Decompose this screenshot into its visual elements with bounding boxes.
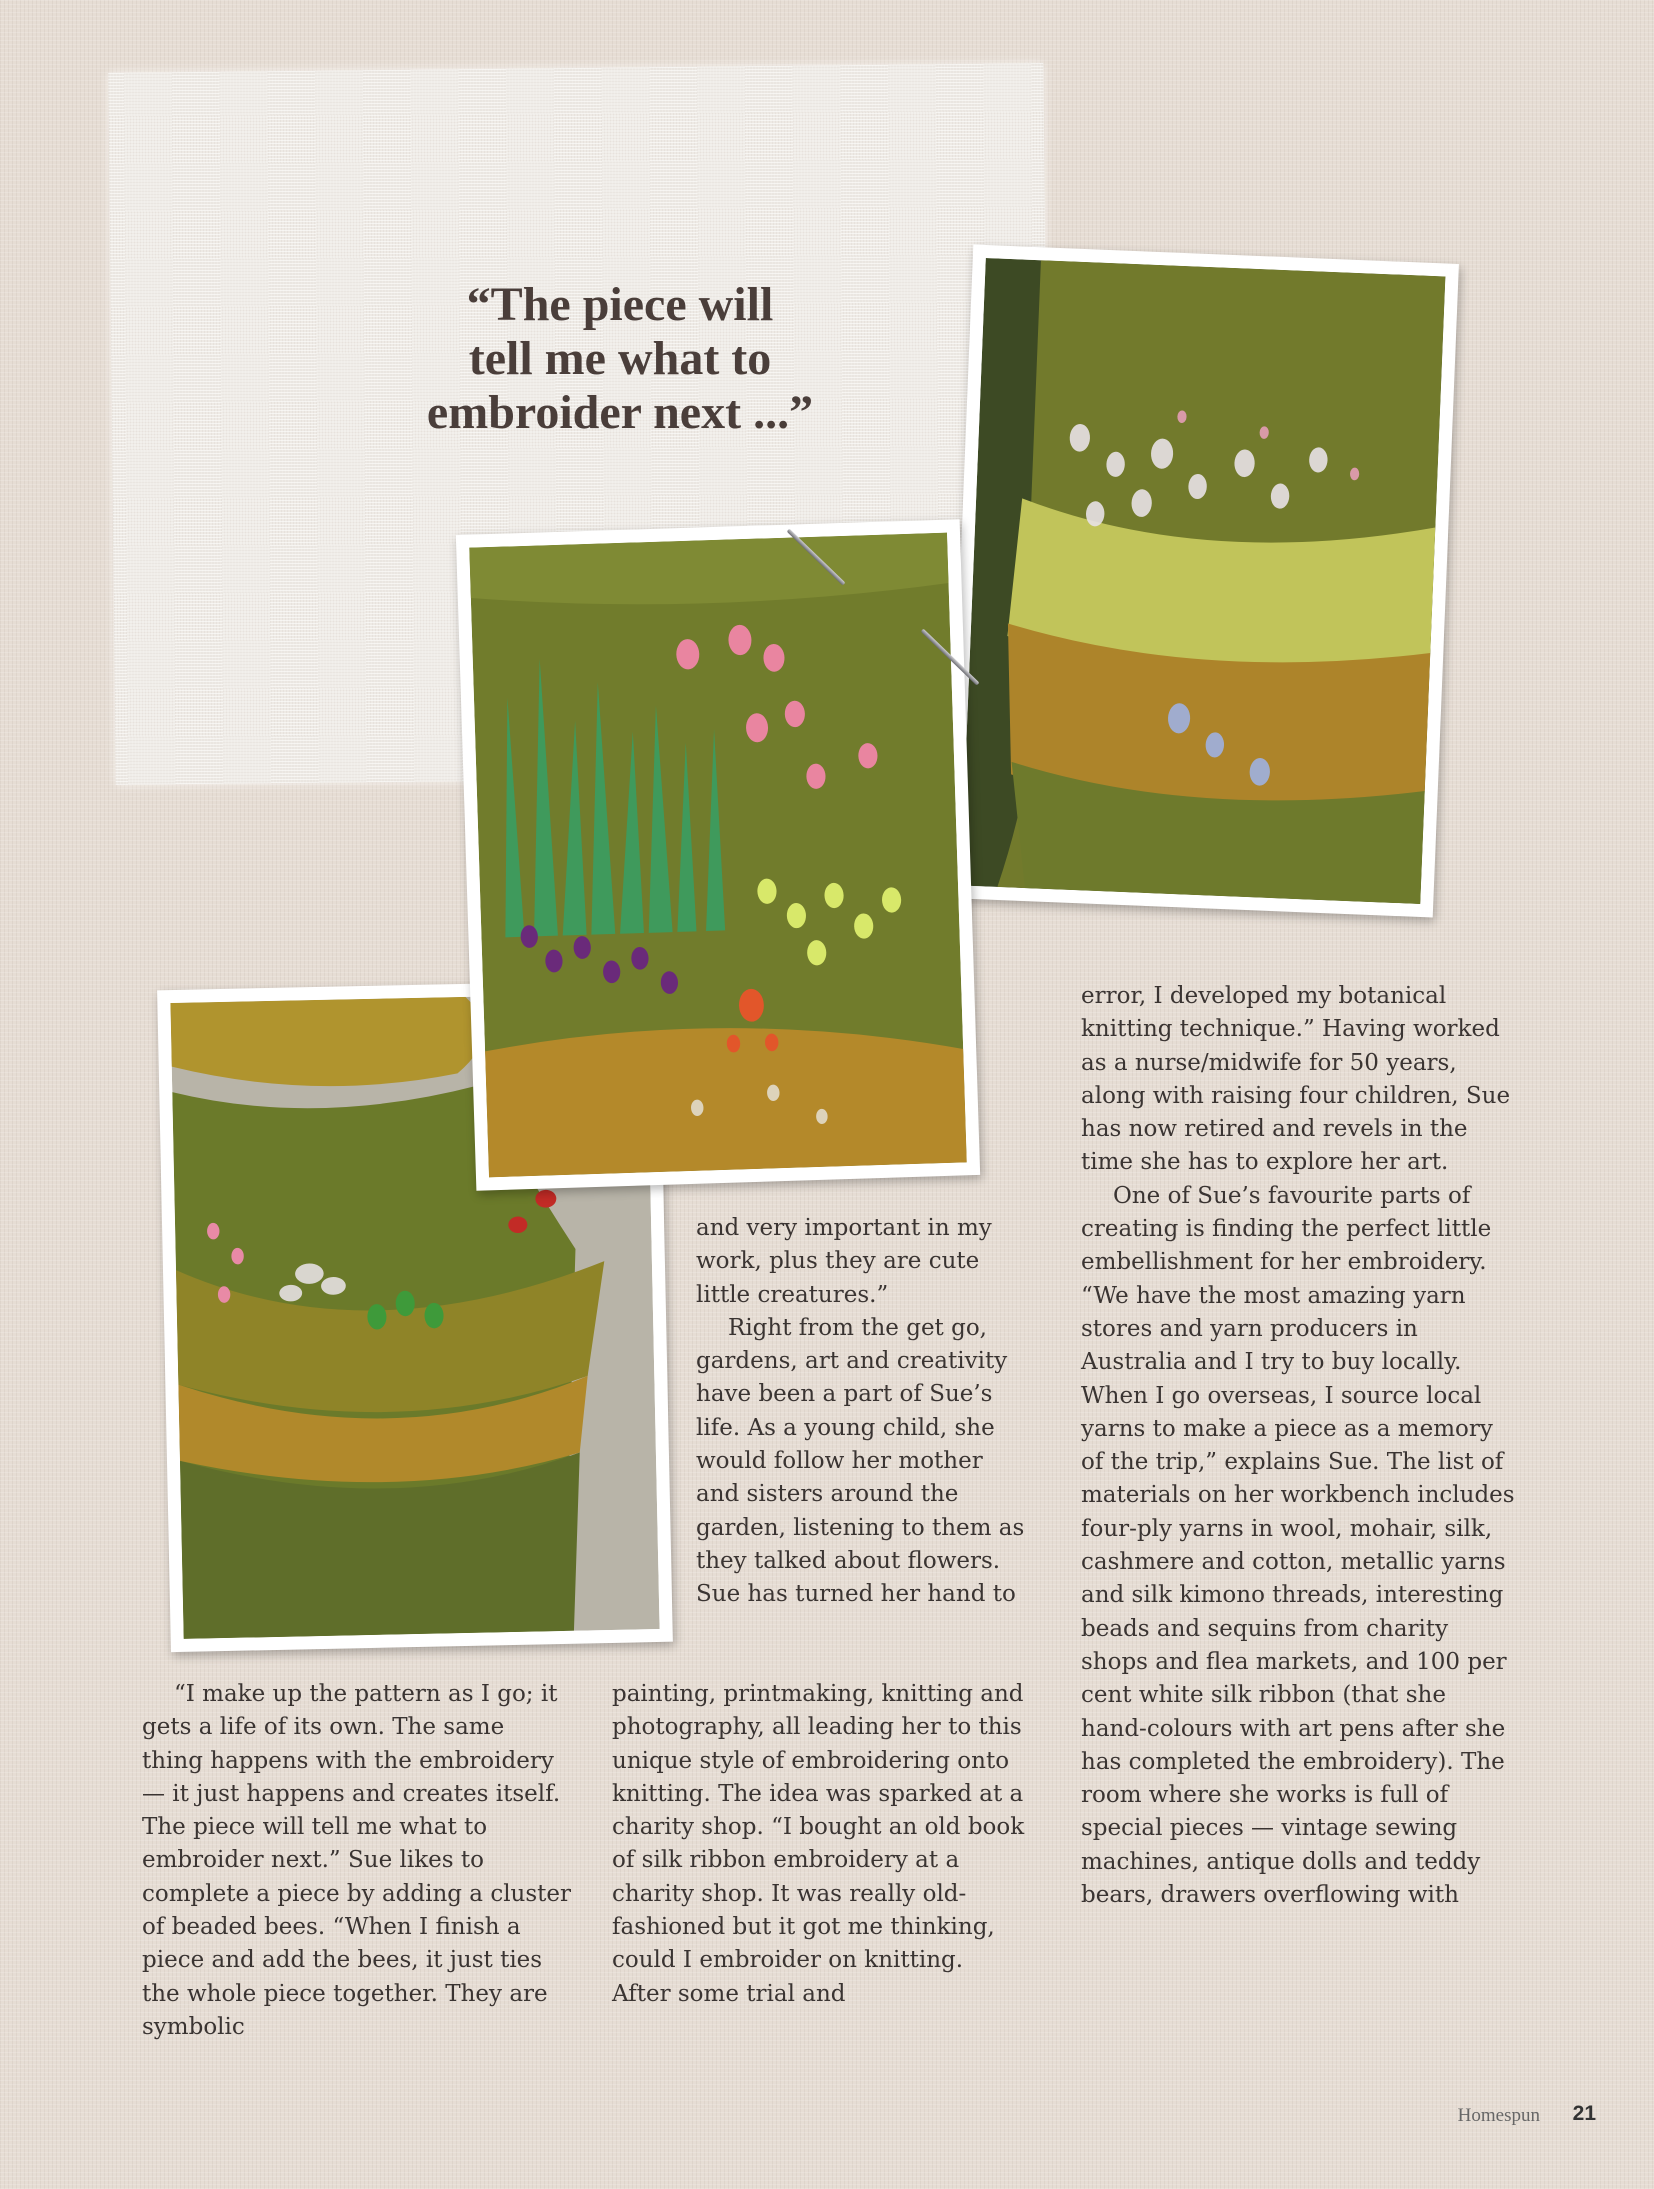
- article-paragraph: “I make up the pattern as I go; it gets a life of its own. The same thing happens with the embroidery — it just happens and creates itself. The piece will tell me what to embroider next.” Sue likes to complete a piece by adding a cluster of beaded bees. “When I finish a piece and add the bees, it just ties the whole piece together. They are symbolic: [142, 1681, 572, 2040]
- article-paragraph: painting, printmaking, knitting and photography, all leading her to this unique style of embroidering onto knitting. The idea was sparked at a charity shop. “I bought an old book of silk ribbon embroidery at a charity shop. It was really old-fashioned but it got me thinking, could I embroider on knitting. After some trial and: [612, 1681, 1025, 2007]
- article-paragraph: error, I developed my botanical knitting technique.” Having worked as a nurse/midwife for 50 years, along with raising four children, Sue has now retired and revels in the time she has to explore her art.: [1081, 983, 1511, 1176]
- magazine-name: Homespun: [1457, 2105, 1540, 2126]
- page-number: 21: [1572, 2102, 1596, 2125]
- article-column-right: [1081, 980, 1516, 1912]
- article-column-left: [142, 1678, 572, 2044]
- photo-knitted-sleeve-sequins: [947, 245, 1459, 918]
- photo-ribbon-garden-knit: [456, 519, 980, 1191]
- pull-quote: [380, 278, 860, 440]
- article-column-middle-lower: [612, 1678, 1026, 2011]
- pull-quote-line: embroider next ...”: [426, 386, 814, 439]
- article-paragraph: and very important in my work, plus they are cute little creatures.”: [696, 1215, 992, 1308]
- article-paragraph: Right from the get go, gardens, art and creativity have been a part of Sue’s life. As a young child, she would follow her mother and sisters around the garden, listening to them as they talked about flowers. Sue has turned her hand to: [696, 1314, 1025, 1608]
- article-column-middle-upper: [696, 1212, 1026, 1612]
- knit-photo-illustration: [961, 258, 1446, 904]
- pull-quote-line: “The piece will: [466, 278, 774, 331]
- knit-photo-illustration: [469, 533, 967, 1178]
- article-paragraph: One of Sue’s favourite parts of creating is finding the perfect little embellishment for her embroidery. “We have the most amazing yarn stores and yarn producers in Australia and I try to buy locally. When I go overseas, I source local yarns to make a piece as a memory of the trip,” explains Sue. The list of materials on her workbench includes four-ply yarns in wool, mohair, silk, cashmere and cotton, metallic yarns and silk kimono threads, interesting beads and sequins from charity shops and flea markets, and 100 per cent white silk ribbon (that she hand-colours with art pens after she has completed the embroidery). The room where she works is full of special pieces — vintage sewing machines, antique dolls and teddy bears, drawers overflowing with: [1081, 1182, 1515, 1909]
- pull-quote-line: tell me what to: [468, 332, 772, 385]
